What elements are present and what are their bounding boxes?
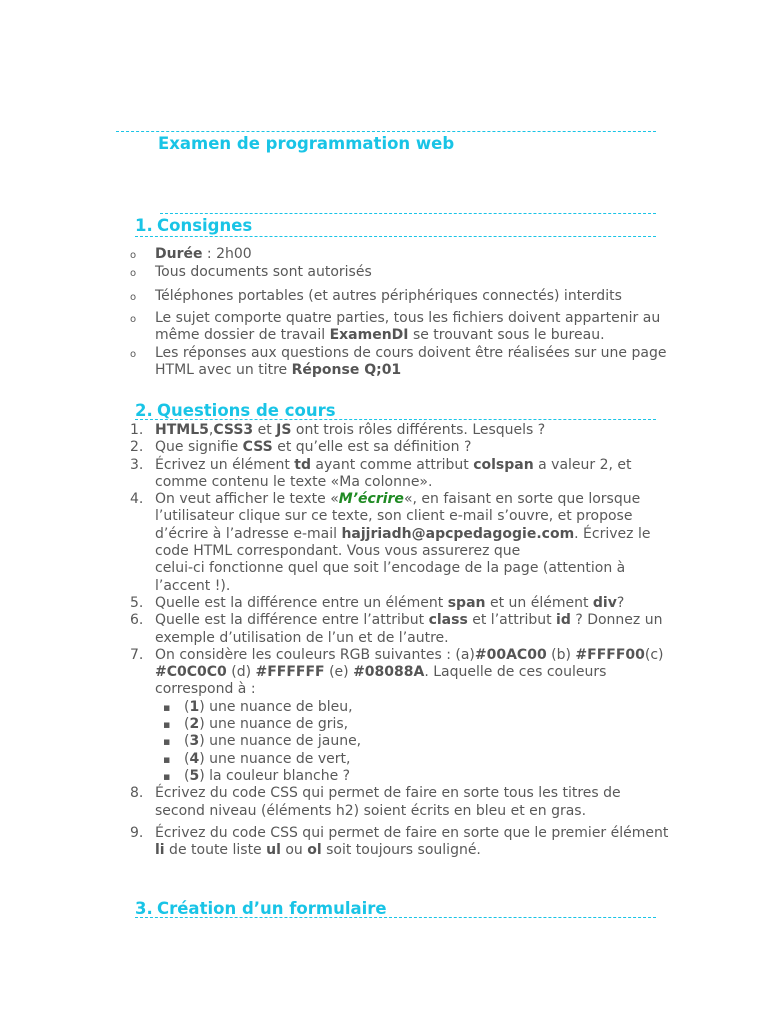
option-number: 2 <box>189 716 200 733</box>
consignes-list <box>130 246 670 379</box>
section-number: 2. <box>135 401 153 420</box>
text: Écrivez un élément <box>155 456 295 473</box>
text: ) la couleur blanche ? <box>199 767 351 784</box>
section-heading-questions <box>135 401 336 420</box>
option-number: 5 <box>189 767 200 784</box>
question-number: 2. <box>130 439 144 456</box>
section-number: 3. <box>135 899 153 918</box>
list-item <box>130 310 670 344</box>
list-item <box>130 345 670 379</box>
question-number: 7. <box>130 646 144 663</box>
text: On veut afficher le texte « <box>155 491 339 508</box>
list-item <box>130 264 670 281</box>
duree-label: Durée <box>155 246 203 262</box>
section-title: Questions de cours <box>157 401 336 420</box>
question-number: 4. <box>130 491 144 508</box>
text: ( <box>184 750 190 767</box>
sub-list-item <box>155 768 670 785</box>
bullet-o-icon: o <box>130 250 137 261</box>
square-bullet-icon: ▪ <box>163 718 171 732</box>
email-address: hajjriadh@apcpedagogie.com <box>341 525 575 542</box>
text: On considère les couleurs RGB suivantes : (a) <box>155 646 475 663</box>
bullet-o-icon: o <box>130 349 137 360</box>
term-td: td <box>294 456 311 473</box>
text: ou <box>280 842 308 859</box>
term-html5: HTML5 <box>155 422 209 438</box>
question-1 <box>130 422 670 439</box>
question-7 <box>130 647 670 785</box>
term-js: JS <box>276 422 292 438</box>
section-heading-formulaire <box>135 899 387 918</box>
text: ) une nuance de gris, <box>199 716 349 733</box>
questions-list <box>130 422 670 859</box>
list-item-text: Téléphones portables (et autres périphériques connectés) interdits <box>155 288 622 304</box>
square-bullet-icon: ▪ <box>163 752 171 766</box>
sub-list-item <box>155 751 670 768</box>
text: a valeur 2, et comme contenu le texte «Ma colonne». <box>155 456 632 490</box>
text: ( <box>184 733 190 750</box>
document-title: Examen de programmation web <box>158 134 455 153</box>
link-text-mecrire: M’écrire <box>338 491 404 508</box>
color-code: #FFFF00 <box>575 646 645 663</box>
question-number: 8. <box>130 785 144 802</box>
text: ) une nuance de jaune, <box>199 733 362 750</box>
text: ( <box>184 767 190 784</box>
square-bullet-icon: ▪ <box>163 735 171 749</box>
text: et l’attribut <box>467 612 557 629</box>
text: ayant comme attribut <box>310 456 474 473</box>
text: ? Donnez un exemple d’utilisation de l’un et de l’autre. <box>155 612 663 646</box>
text: celui-ci fonctionne quel que soit l’encodage de la page (attention à l’accent !). <box>155 560 626 594</box>
bullet-o-icon: o <box>130 314 137 325</box>
question-8 <box>130 785 670 820</box>
text: Écrivez du code CSS qui permet de faire en sorte tous les titres de second niveau (éléments h2) soient écrits en bleu et en gras. <box>155 785 621 819</box>
text: Que signifie <box>155 439 243 456</box>
sub-list-item <box>155 733 670 750</box>
text: (e) <box>324 664 354 681</box>
text: . Laquelle de ces couleurs correspond à : <box>155 664 607 698</box>
question-number: 6. <box>130 612 144 629</box>
color-code: #C0C0C0 <box>155 664 227 681</box>
term-css3: CSS3 <box>213 422 254 438</box>
section-number: 1. <box>135 216 153 235</box>
question-number: 3. <box>130 456 144 473</box>
question-9 <box>130 825 670 860</box>
color-options-list <box>155 699 670 785</box>
term-id: id <box>556 612 571 629</box>
text: ont trois rôles différents. Lesquels ? <box>291 422 546 438</box>
duree-value: : 2h00 <box>202 246 252 262</box>
separator: , <box>208 422 214 438</box>
dashed-rule-consignes-bottom <box>135 236 656 237</box>
text: et <box>253 422 277 438</box>
question-number: 1. <box>130 422 144 438</box>
folder-name: ExamenDI <box>329 327 409 343</box>
text: (c) <box>644 646 664 663</box>
term-css: CSS <box>242 439 273 456</box>
term-colspan: colspan <box>473 456 534 473</box>
color-code: #08088A <box>353 664 425 681</box>
color-code: #FFFFFF <box>255 664 325 681</box>
term-class: class <box>428 612 468 629</box>
text: «, en faisant en sorte que lorsque l’utilisateur clique sur ce texte, son client e-mail s’ouvre, et propose d’écrire à l’adresse e-mail <box>155 491 641 542</box>
text: Écrivez du code CSS qui permet de faire en sorte que le premier élément <box>155 824 669 841</box>
option-number: 1 <box>189 698 200 715</box>
square-bullet-icon: ▪ <box>163 769 171 783</box>
text: soit toujours souligné. <box>321 842 481 859</box>
option-number: 3 <box>189 733 200 750</box>
term-li: li <box>155 842 165 859</box>
section-title: Consignes <box>157 216 253 235</box>
text: (b) <box>546 646 576 663</box>
text: . Écrivez le code HTML correspondant. Vous vous assurerez que <box>155 525 651 560</box>
text: ) une nuance de bleu, <box>199 698 353 715</box>
question-4 <box>130 491 670 595</box>
question-number: 9. <box>130 824 144 841</box>
term-div: div <box>592 594 617 611</box>
text: (d) <box>226 664 256 681</box>
text: ( <box>184 698 190 715</box>
page-title-name: Réponse Q;01 <box>291 362 402 378</box>
question-number: 5. <box>130 594 144 611</box>
question-6 <box>130 612 670 647</box>
text: ? <box>616 594 625 611</box>
text: ) une nuance de vert, <box>199 750 351 767</box>
option-number: 4 <box>189 750 200 767</box>
square-bullet-icon: ▪ <box>163 700 171 714</box>
text: et qu’elle est sa définition ? <box>272 439 472 456</box>
section-title: Création d’un formulaire <box>157 899 387 918</box>
color-code: #00AC00 <box>474 646 547 663</box>
sub-list-item <box>155 699 670 716</box>
question-3 <box>130 457 670 492</box>
dashed-rule-consignes-top <box>160 213 656 214</box>
bullet-o-icon: o <box>130 268 137 279</box>
term-ol: ol <box>307 842 322 859</box>
question-5 <box>130 595 670 612</box>
dashed-rule-questions <box>135 419 656 420</box>
question-2 <box>130 439 670 456</box>
text: de toute liste <box>164 842 267 859</box>
term-span: span <box>447 594 486 611</box>
list-item-text: se trouvant sous le bureau. <box>408 327 605 343</box>
text: Quelle est la différence entre un élément <box>155 594 448 611</box>
dashed-rule-formulaire <box>135 917 656 918</box>
list-item-text: Le sujet comporte quatre parties, tous les fichiers doivent appartenir au même dossier de travail <box>155 310 661 343</box>
section-heading-consignes <box>135 216 252 235</box>
bullet-o-icon: o <box>130 292 137 303</box>
text: ( <box>184 716 190 733</box>
dashed-rule-top <box>116 131 656 132</box>
list-item <box>130 246 670 263</box>
list-item-text: Les réponses aux questions de cours doivent être réalisées sur une page HTML avec un titre <box>155 345 667 378</box>
list-item <box>130 288 670 305</box>
text: Quelle est la différence entre l’attribut <box>155 612 429 629</box>
text: et un élément <box>485 594 593 611</box>
term-ul: ul <box>266 842 281 859</box>
list-item-text: Tous documents sont autorisés <box>155 264 372 280</box>
sub-list-item <box>155 716 670 733</box>
